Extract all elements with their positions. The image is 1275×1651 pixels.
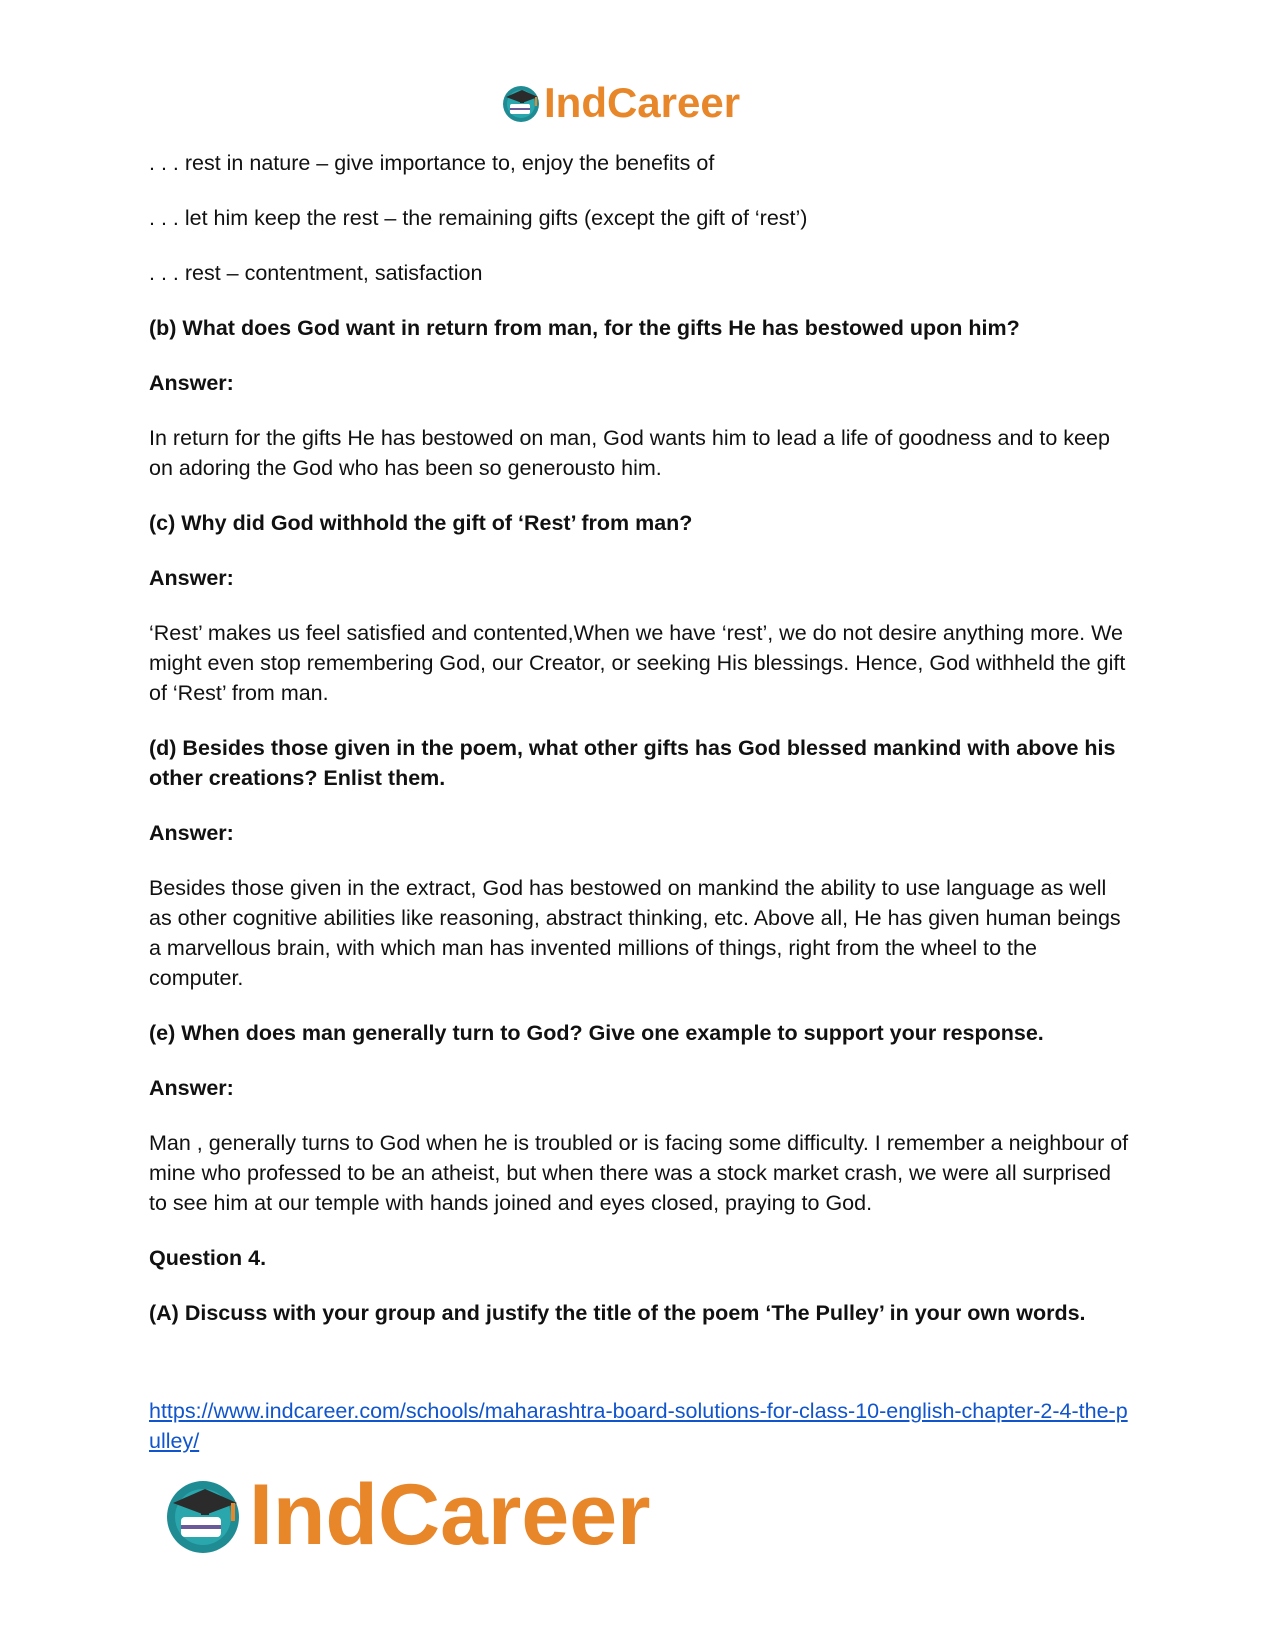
question-heading: Question 4.: [149, 1246, 267, 1270]
question-heading: (A) Discuss with your group and justify the title of the poem ‘The Pulley’ in your own words.: [149, 1301, 1086, 1325]
source-url-link[interactable]: https://www.indcareer.com/schools/maharashtra-board-solutions-for-class-10-english-chapter-2-4-the-pulley/: [149, 1399, 1128, 1453]
question-heading: Answer:: [149, 1076, 234, 1100]
body-paragraph: . . . rest in nature – give importance to, enjoy the benefits of: [149, 151, 715, 175]
question-heading: Answer:: [149, 371, 234, 395]
graduation-cap-book-icon: [500, 82, 542, 124]
indcareer-logo-header: [500, 80, 740, 126]
indcareer-logo-footer: [161, 1467, 651, 1563]
document-body: [149, 148, 1131, 1353]
brand-name: IndCareer: [544, 79, 741, 126]
question-heading: (b) What does God want in return from man, for the gifts He has bestowed upon him?: [149, 316, 1020, 340]
graduation-cap-book-icon: [161, 1473, 245, 1557]
brand-name: IndCareer: [249, 1467, 651, 1563]
body-paragraph: ‘Rest’ makes us feel satisfied and contented,When we have ‘rest’, we do not desire anything more. We might even stop remembering God, our Creator, or seeking His blessings. Hence, God withheld the gift of ‘Rest’ from man.: [149, 621, 1126, 705]
question-heading: (c) Why did God withhold the gift of ‘Rest’ from man?: [149, 511, 693, 535]
question-heading: Answer:: [149, 566, 234, 590]
question-heading: (e) When does man generally turn to God? Give one example to support your response.: [149, 1021, 1044, 1045]
body-paragraph: Besides those given in the extract, God has bestowed on mankind the ability to use language as well as other cognitive abilities like reasoning, abstract thinking, etc. Above all, He has given human beings a marvellous brain, with which man has invented millions of things, right from the wheel to the computer.: [149, 876, 1121, 990]
body-paragraph: Man , generally turns to God when he is troubled or is facing some difficulty. I remember a neighbour of mine who professed to be an atheist, but when there was a stock market crash, we were all surprised to see him at our temple with hands joined and eyes closed, praying to God.: [149, 1131, 1129, 1215]
question-heading: (d) Besides those given in the poem, what other gifts has God blessed mankind with above his other creations? Enlist them.: [149, 736, 1116, 790]
question-heading: Answer:: [149, 821, 234, 845]
body-paragraph: . . . let him keep the rest – the remaining gifts (except the gift of ‘rest’): [149, 206, 808, 230]
body-paragraph: In return for the gifts He has bestowed on man, God wants him to lead a life of goodness and to keep on adoring the God who has been so generousto him.: [149, 426, 1110, 480]
body-paragraph: . . . rest – contentment, satisfaction: [149, 261, 483, 285]
